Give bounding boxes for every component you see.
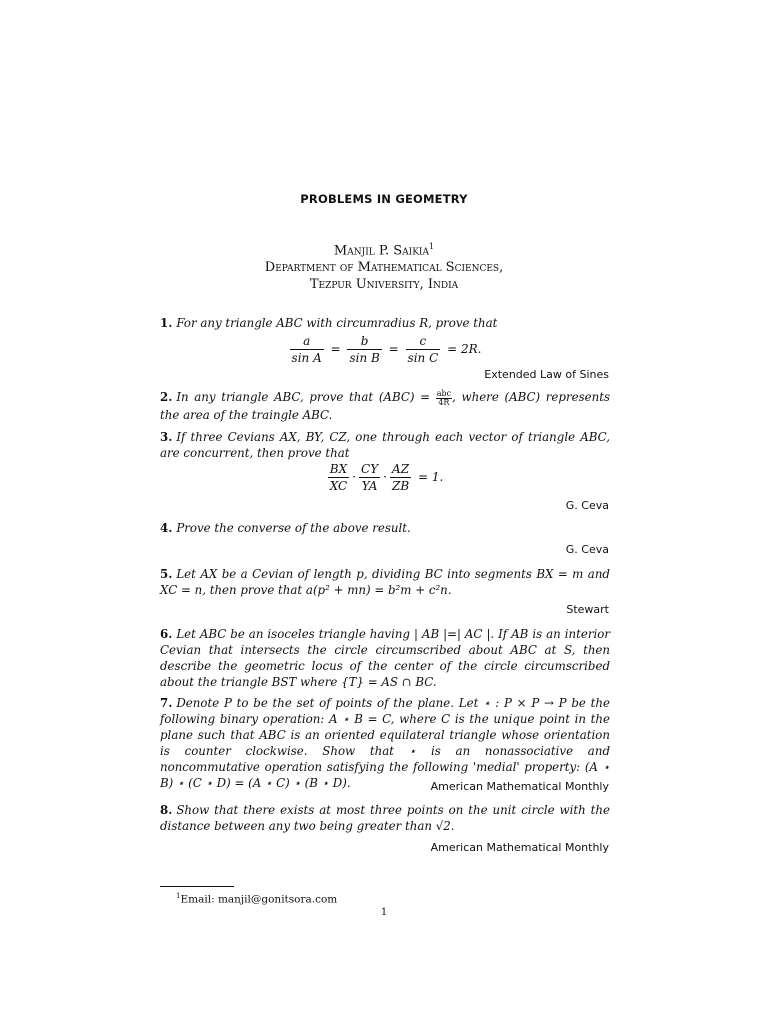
attribution-3: G. Ceva [565,499,609,512]
author-footnote-mark: 1 [428,242,435,251]
problem-1 [160,315,610,331]
problem-7 [160,695,610,791]
page-number: 1 [380,907,388,918]
problem-text: Denote P to be the set of points of the plane. Let ⋆ : P × P → P be the following binary operation: A ⋆ B = C, where C is the unique point in the plane such that ABC is an oriented equilateral triangle whose orientation is counter clockwise. Show that ⋆ is an nonassociative and noncommutative operation satisfying the following 'medial' property: (A ⋆ B) ⋆ (C ⋆ D) = (A ⋆ C) ⋆ (B ⋆ D). [160,696,610,790]
problem-number: 5. [160,567,173,581]
problem-number: 4. [160,521,173,535]
fraction: $\frac{BX}{XC}$ [329,462,348,493]
problem-number: 8. [160,803,173,817]
attribution-5: Stewart [566,603,609,616]
author-department: Department of Mathematical Sciences, [264,260,504,276]
attribution-8: American Mathematical Monthly [430,841,609,854]
attribution-4: G. Ceva [565,543,609,556]
problem-number: 6. [160,627,173,641]
problem-text: For any triangle ABC with circumradius R, prove that [176,316,498,330]
footnote [176,892,337,906]
footnote-rule [160,886,234,887]
equation-ceva: $\frac{BX}{XC}$ · $\frac{CY}{YA}$ · $\frac{AZ}{ZB}$ = 1. [329,462,444,493]
fraction: $\frac{a}{\text{sin A}}$ [291,334,322,365]
problem-text: Let ABC be an isoceles triangle having | AB |=| AC |. If AB is an interior Cevian that intersects the circle circumscribed about ABC at S, then describe the geometric locus of the center of the circle circumscribed about the triangle BST where {T} = AS ∩ BC. [160,627,610,689]
author-name: Manjil P. Saikia$^1$ [333,242,435,259]
problem-4 [160,520,610,536]
problem-3 [160,429,610,461]
attribution-7: American Mathematical Monthly [430,780,609,793]
attribution-1: Extended Law of Sines [484,368,609,381]
equation-law-of-sines: $\frac{a}{\text{sin A}}$ = $\frac{b}{\text{sin B}}$ = $\frac{c}{\text{sin C}}$ = 2R. [291,334,482,365]
fraction: $\frac{b}{\text{sin B}}$ [349,334,380,365]
paper-title: PROBLEMS IN GEOMETRY [300,192,468,206]
fraction: $\frac{c}{\text{sin C}}$ [407,334,439,365]
problem-text: Let AX be a Cevian of length p, dividing BC into segments BX = m and XC = n, then prove that a(p² + mn) = b²m + c²n. [160,567,610,597]
problem-number: 3. [160,430,173,444]
problem-8 [160,802,610,834]
problem-number: 7. [160,696,173,710]
author-university: Tezpur University, India [309,277,459,293]
problem-text: Prove the converse of the above result. [176,521,411,535]
footnote-mark: 1 [176,892,181,900]
problem-2: 2. In any triangle ABC, prove that (ABC) = abc 4R , where (ABC) represents the area of the traingle ABC. [160,388,611,422]
problem-6 [160,626,610,690]
problem-text: If three Cevians AX, BY, CZ, one through each vector of triangle ABC, are concurrent, then prove that [160,430,610,460]
fraction: $\frac{AZ}{ZB}$ [391,462,410,493]
fraction: $\frac{CY}{YA}$ [361,462,379,493]
problem-number: 1. [160,316,173,330]
footnote-text: Email: manjil@gonitsora.com [180,893,338,906]
problem-text: Show that there exists at most three points on the unit circle with the distance between any two being greater than √2. [160,803,610,833]
author-block [0,238,768,293]
problem-number: 2. [160,390,173,404]
fraction: abc 4R [436,388,452,407]
problem-5 [160,566,610,598]
